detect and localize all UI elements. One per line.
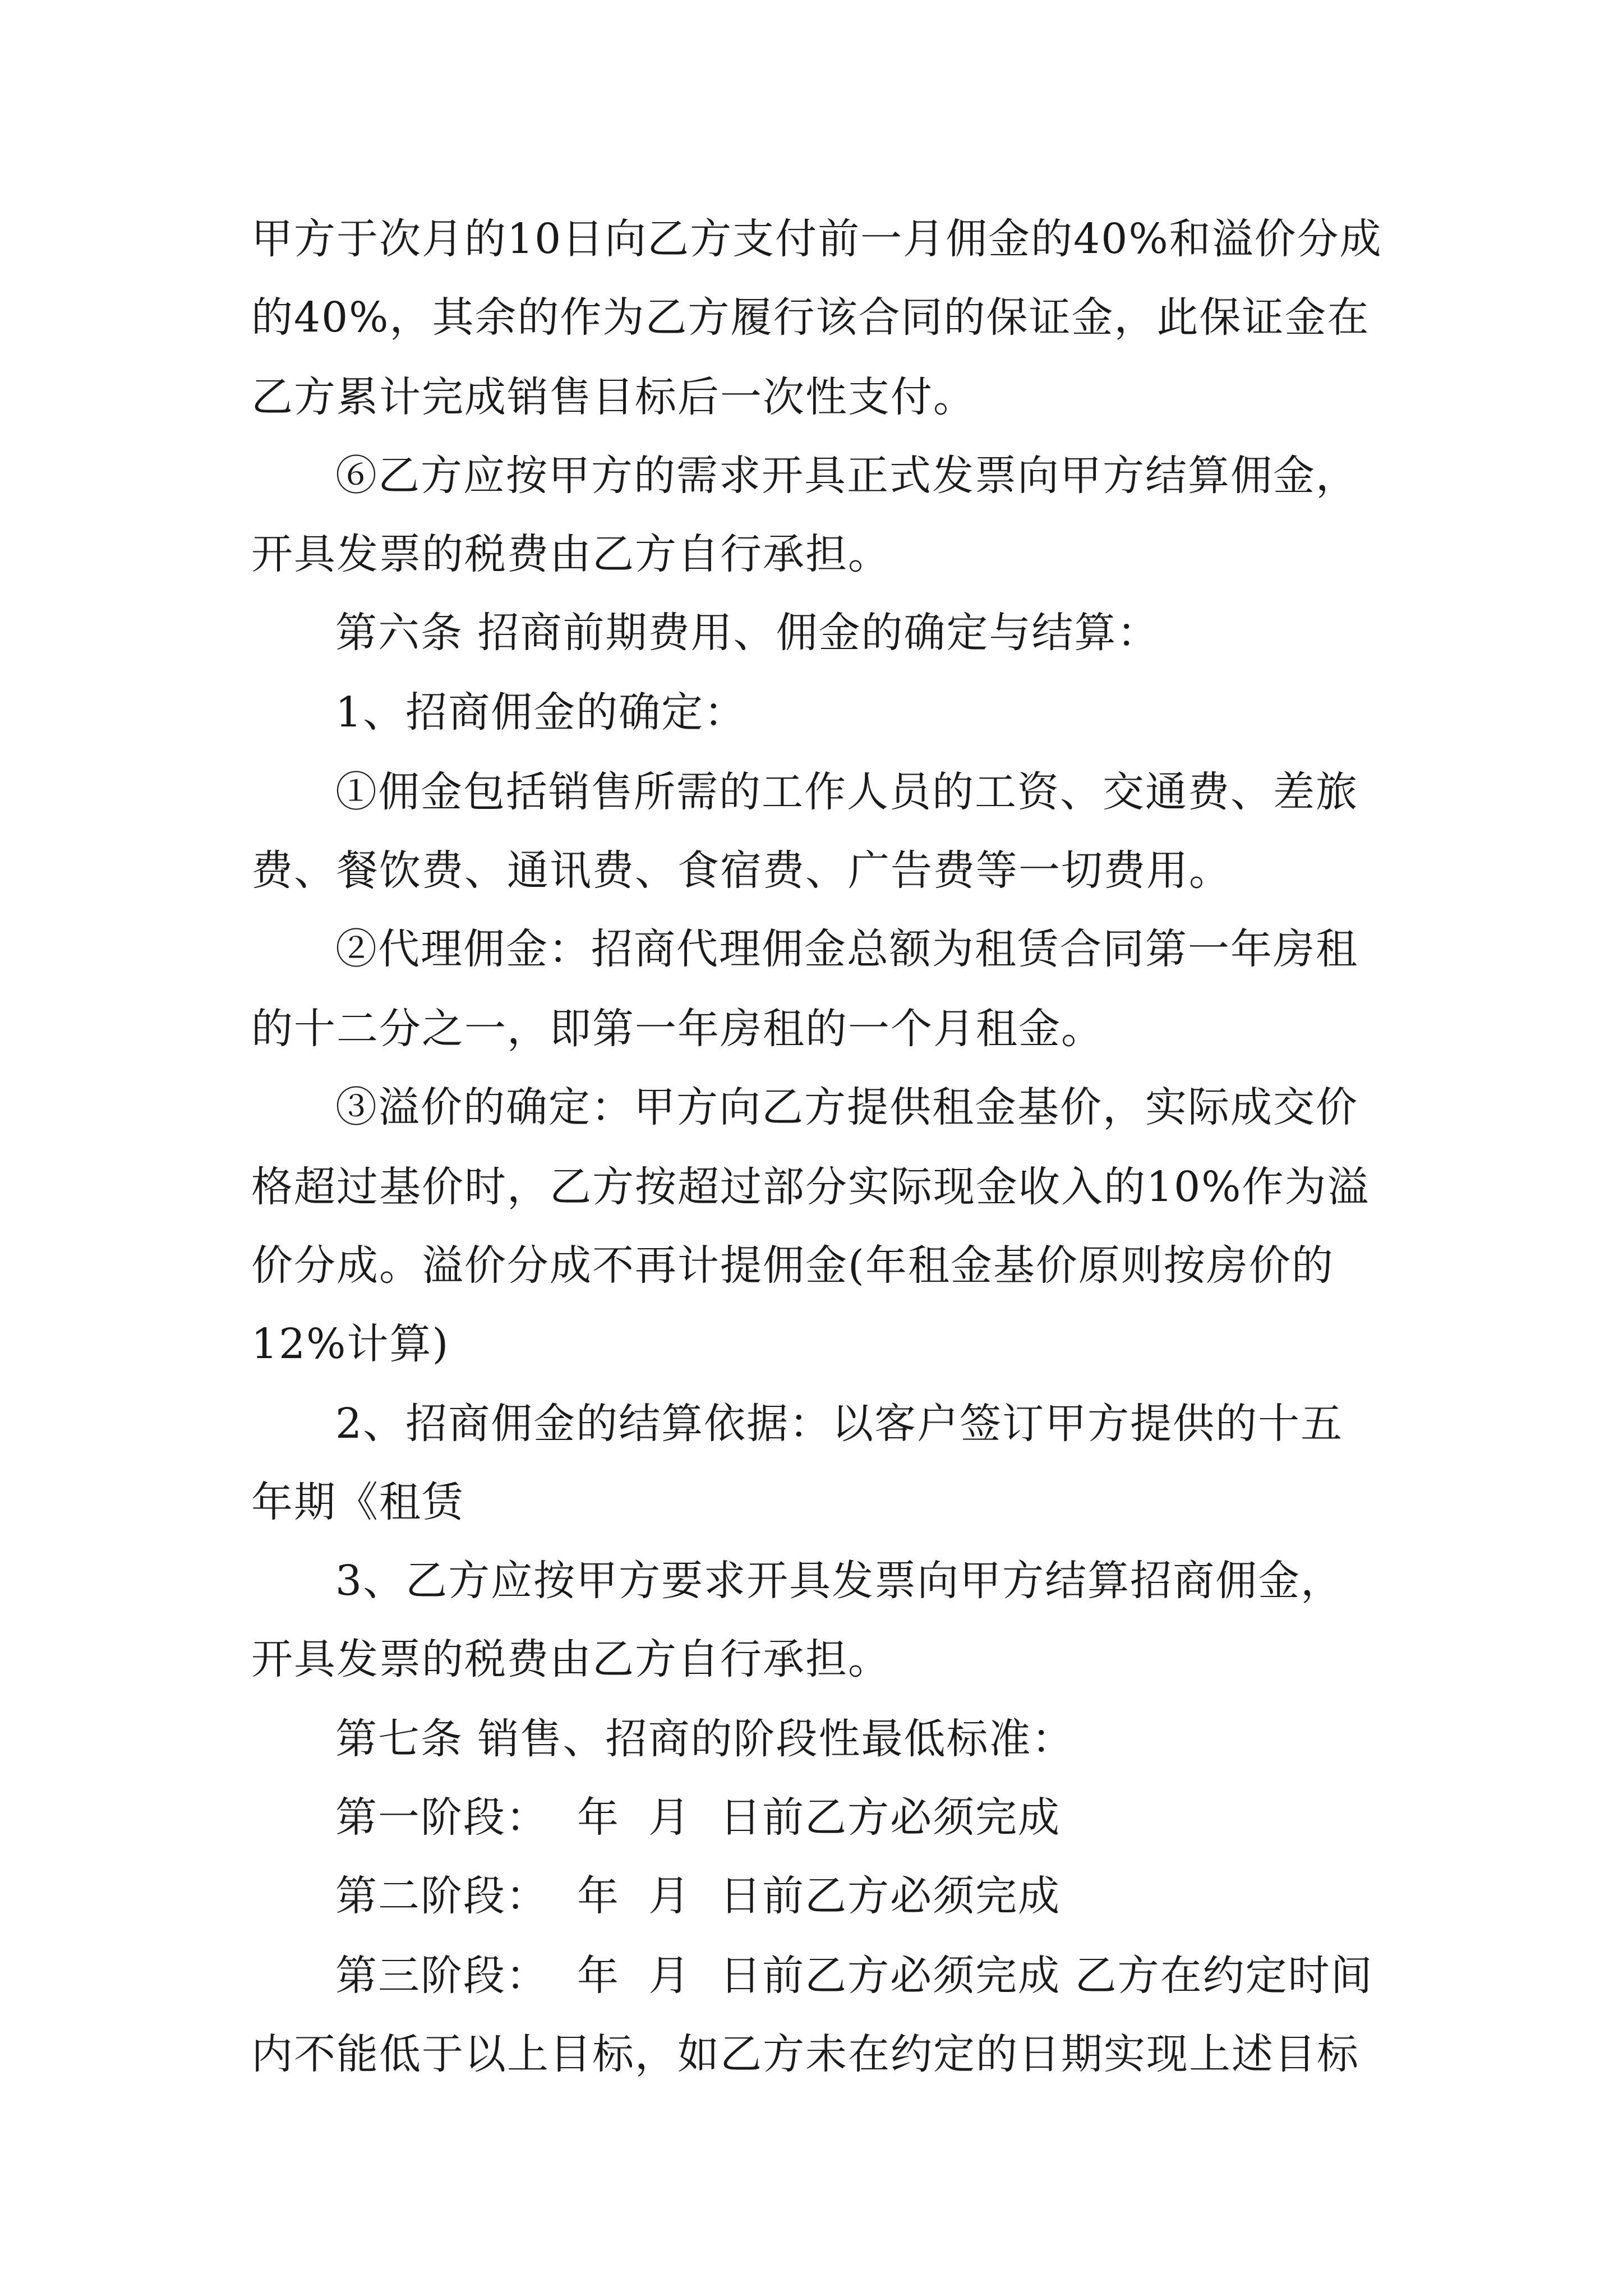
text-line: 费、餐饮费、通讯费、食宿费、广告费等一切费用。 [251,846,1232,895]
text-line: 年期《租赁 [251,1478,464,1526]
text-line: 第二阶段： 年 月 日前乙方必须完成 [335,1872,1061,1920]
text-line: 格超过基价时，乙方按超过部分实际现金收入的10%作为溢 [251,1163,1370,1211]
text-line: 第三阶段： 年 月 日前乙方必须完成 乙方在约定时间 [335,1952,1373,2000]
section-heading: 第七条 销售、招商的阶段性最低标准： [335,1715,1075,1763]
text-line: 12%计算) [251,1320,450,1368]
text-line: 的十二分之一，即第一年房租的一个月租金。 [251,1005,1104,1053]
text-line: 开具发票的税费由乙方自行承担。 [251,1635,891,1683]
text-line: ⑥乙方应按甲方的需求开具正式发票向甲方结算佣金， [335,452,1358,500]
text-line: 1、招商佣金的确定： [335,688,747,737]
text-line: 3、乙方应按甲方要求开具发票向甲方结算招商佣金， [335,1557,1344,1605]
text-line: 开具发票的税费由乙方自行承担。 [251,530,891,578]
text-line: 乙方累计完成销售目标后一次性支付。 [251,373,976,421]
text-line: ①佣金包括销售所需的工作人员的工资、交通费、差旅 [335,768,1358,816]
text-line: 内不能低于以上目标，如乙方未在约定的日期实现上述目标 [251,2030,1359,2078]
text-line: ③溢价的确定：甲方向乙方提供租金基价，实际成交价 [335,1083,1358,1131]
text-line: 甲方于次月的10日向乙方支付前一月佣金的40%和溢价分成 [251,215,1382,263]
text-line: ②代理佣金：招商代理佣金总额为租赁合同第一年房租 [335,925,1358,973]
text-line: 第一阶段： 年 月 日前乙方必须完成 [335,1793,1061,1842]
text-line: 2、招商佣金的结算依据：以客户签订甲方提供的十五 [335,1400,1344,1448]
section-heading: 第六条 招商前期费用、佣金的确定与结算： [335,609,1160,657]
text-line: 价分成。溢价分成不再计提佣金(年租金基价原则按房价的 [251,1241,1334,1290]
text-line: 的40%，其余的作为乙方履行该合同的保证金，此保证金在 [251,293,1370,342]
